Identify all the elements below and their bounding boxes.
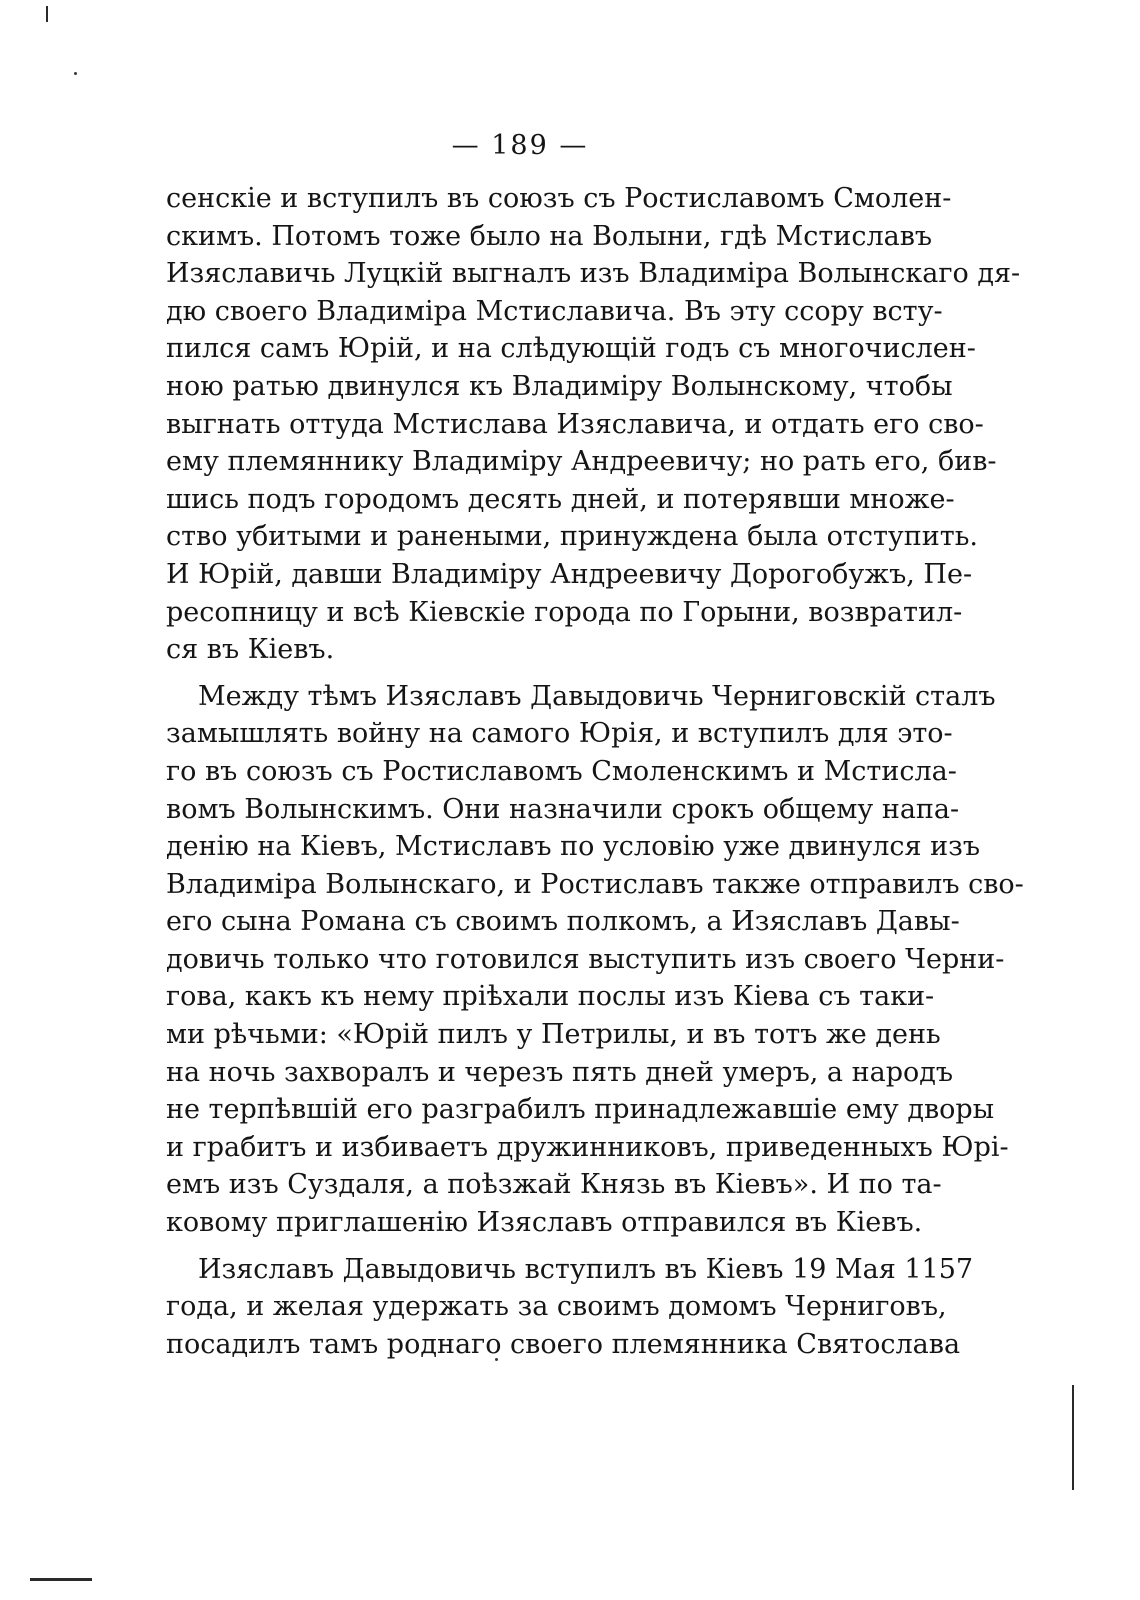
text-line: ство убитыми и ранеными, принуждена была отступить.: [166, 521, 979, 553]
text-line: шись подъ городомъ десять дней, и потерявши множе-: [166, 483, 955, 515]
text-line: дю своего Владиміра Мстиславича. Въ эту ссору всту-: [166, 295, 943, 327]
text-line: ми рѣчьми: «Юрій пилъ у Петрилы, и въ тотъ же день: [166, 1019, 941, 1051]
text-line: года, и желая удержать за своимъ домомъ Черниговъ,: [166, 1291, 947, 1323]
text-line: ресопницу и всѣ Кіевскіе города по Горыни, возвратил-: [166, 596, 963, 628]
paragraph: [166, 1251, 974, 1364]
text-line: емъ изъ Суздаля, а поѣзжай Князь въ Кіевъ». И по та-: [166, 1169, 942, 1201]
text-line: ковому приглашенію Изяславъ отправился въ Кіевъ.: [166, 1207, 923, 1239]
text-line: ему племяннику Владиміру Андреевичу; но рать его, бив-: [166, 446, 997, 478]
scan-edge-mark-top: [46, 6, 48, 22]
text-line: Изяславъ Давыдовичь вступилъ въ Кіевъ 19 Мая 1157: [198, 1253, 974, 1285]
text-line: вомъ Волынскимъ. Они назначили срокъ общему напа-: [166, 793, 960, 825]
text-line: денію на Кіевъ, Мстиславъ по условію уже двинулся изъ: [166, 831, 981, 863]
text-line: замышлять войну на самого Юрія, и вступилъ для это-: [166, 718, 953, 750]
text-line: И Юрій, давши Владиміру Андреевичу Дорогобужъ, Пе-: [166, 558, 973, 590]
text-line: его сына Романа съ своимъ полкомъ, а Изяславъ Давы-: [166, 906, 960, 938]
text-line: и грабитъ и избиваетъ дружинниковъ, приведенныхъ Юрі-: [166, 1131, 1009, 1163]
text-line: го въ союзъ съ Ростиславомъ Смоленскимъ и Мстисла-: [166, 755, 957, 787]
text-line: на ночь захворалъ и черезъ пять дней умеръ, а народъ: [166, 1056, 954, 1088]
text-line: довичь только что готовился выступить изъ своего Черни-: [166, 943, 1005, 975]
text-line: не терпѣвшій его разграбилъ принадлежавшіе ему дворы: [166, 1094, 995, 1126]
text-line: выгнать оттуда Мстислава Изяславича, и отдать его сво-: [166, 408, 984, 440]
text-line: скимъ. Потомъ тоже было на Волыни, гдѣ Мстиславъ: [166, 220, 933, 252]
body-text: [166, 180, 1024, 1363]
text-line: посадилъ тамъ роднаго своего племянника Святослава: [166, 1328, 961, 1360]
text-line: Изяславичь Луцкій выгналъ изъ Владиміра Волынскаго дя-: [166, 258, 1021, 290]
scan-bottom-rule: [30, 1578, 92, 1581]
page-number: — 189 —: [451, 130, 589, 161]
text-line: пился самъ Юрій, и на слѣдующій годъ съ многочислен-: [166, 333, 976, 365]
text-line: ною ратью двинулся къ Владиміру Волынскому, чтобы: [166, 370, 953, 402]
text-line: гова, какъ къ нему пріѣхали послы изъ Кіева съ таки-: [166, 981, 935, 1013]
paragraph: [166, 678, 1024, 1242]
scan-dot: [74, 72, 77, 75]
text-line: Владиміра Волынскаго, и Ростиславъ также отправилъ сво-: [166, 868, 1024, 900]
text-line: сенскіе и вступилъ въ союзъ съ Ростиславомъ Смолен-: [166, 183, 952, 214]
scan-edge-mark-right: [1072, 1385, 1074, 1490]
paragraph: [166, 180, 1021, 669]
text-line: ся въ Кіевъ.: [166, 634, 335, 666]
text-line: Между тѣмъ Изяславъ Давыдовичь Черниговскій сталъ: [198, 680, 996, 712]
